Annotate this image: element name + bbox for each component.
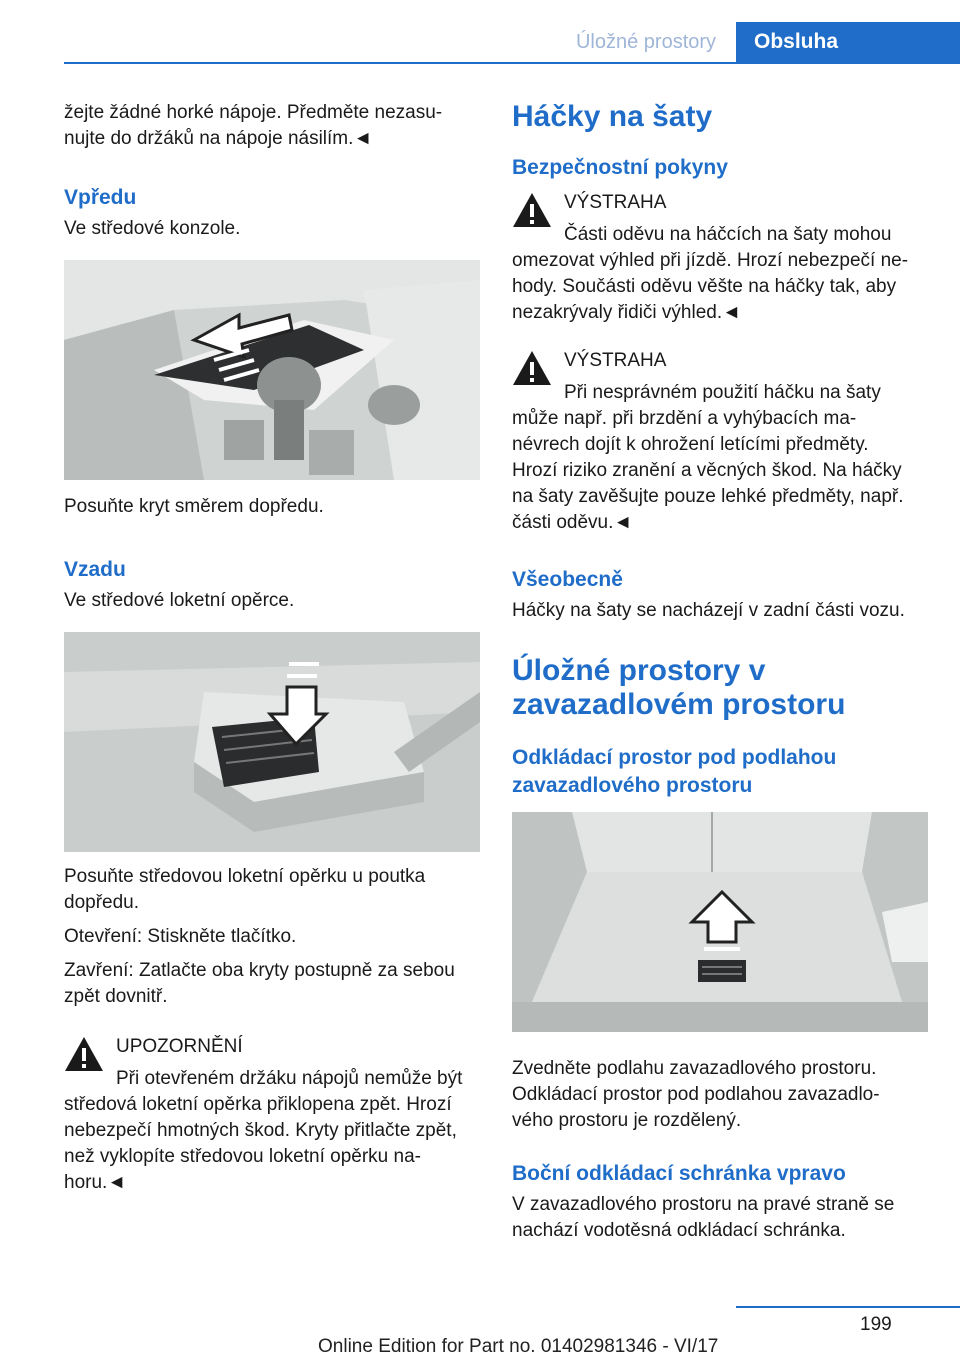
warning1-line-2: omezovat výhled při jízdě. Hrozí nebezpečí ne- [512, 250, 909, 271]
warning2-line-5: na šaty zavěšujte pouze lehké předměty, např. [512, 486, 904, 507]
warning-triangle-icon [512, 192, 552, 228]
hooks-heading: Háčky na šaty [512, 100, 713, 133]
notice-line-4: než vyklopíte středovou loketní opěrku na- [64, 1146, 421, 1167]
rear-caption-line-1: Posuňte středovou loketní opěrku u poutka [64, 866, 426, 887]
general-heading: Všeobecně [512, 568, 623, 591]
front-heading: Vpředu [64, 186, 137, 209]
rear-armrest-cupholder-image [64, 632, 480, 852]
notice-line-1: Při otevřeném držáku nápojů nemůže být [116, 1068, 463, 1089]
warning-block-2 [512, 348, 928, 536]
notice-line-3: nebezpečí hmotných škod. Kryty přitlačte zpět, [64, 1120, 457, 1141]
chapter-tab: Obsluha [736, 22, 960, 62]
close-text-line-2: zpět dovnitř. [64, 986, 168, 1007]
luggage-compartment-floor-image [512, 812, 928, 1032]
underfloor-line-2: Odkládací prostor pod podlahou zavazadlo- [512, 1084, 880, 1105]
close-text-line-1: Zavření: Zatlačte oba kryty postupně za sebou [64, 960, 455, 981]
left-column [64, 100, 480, 1196]
notice-line-5: horu.◄ [64, 1172, 127, 1193]
warning2-line-6: části oděvu.◄ [512, 512, 633, 533]
side-line-2: nachází vodotěsná odkládací schránka. [512, 1220, 846, 1241]
storage-heading-line-2: zavazadlovém prostoru [512, 688, 846, 721]
footer-rule [736, 1306, 960, 1308]
warning-block-1 [512, 190, 928, 326]
warning2-line-4: Hrozí riziko zranění a věcných škod. Na háčky [512, 460, 902, 481]
storage-heading-line-1: Úložné prostory v [512, 654, 766, 687]
rear-caption-line-2: dopředu. [64, 892, 140, 913]
header-rule [64, 62, 960, 64]
edition-note: Online Edition for Part no. 01402981346 - VI/17 [318, 1336, 719, 1357]
page-number: 199 [860, 1314, 892, 1335]
front-caption: Posuňte kryt směrem dopředu. [64, 496, 324, 517]
warning1-line-1: Části oděvu na háčcích na šaty mohou [564, 224, 892, 245]
right-column [512, 100, 928, 1244]
warning1-line-4: nezakrývaly řidiči výhled.◄ [512, 302, 741, 323]
underfloor-heading-line-2: zavazadlového prostoru [512, 774, 753, 797]
notice-title: UPOZORNĚNÍ [116, 1036, 243, 1057]
underfloor-heading-line-1: Odkládací prostor pod podlahou [512, 746, 837, 769]
center-console-cupholder-image [64, 260, 480, 480]
intro-line-1: žejte žádné horké nápoje. Předměte nezasu- [64, 102, 443, 123]
page-header [0, 0, 960, 62]
notice-block [64, 1034, 480, 1196]
rear-heading: Vzadu [64, 558, 126, 581]
underfloor-line-3: vého prostoru je rozdělený. [512, 1110, 742, 1131]
warning-triangle-icon [64, 1036, 104, 1072]
warning1-title: VÝSTRAHA [564, 192, 667, 213]
rear-text: Ve středové loketní opěrce. [64, 590, 295, 611]
side-line-1: V zavazadlového prostoru na pravé straně se [512, 1194, 895, 1215]
warning2-line-2: může např. při brzdění a vyhýbacích ma- [512, 408, 857, 429]
warning1-line-3: hody. Součásti oděvu věšte na háčky tak, aby [512, 276, 897, 297]
warning2-title: VÝSTRAHA [564, 350, 667, 371]
notice-line-2: středová loketní opěrka přiklopena zpět. Hrozí [64, 1094, 452, 1115]
warning2-line-3: névrech dojít k ohrožení letícími předměty. [512, 434, 869, 455]
side-heading: Boční odkládací schránka vpravo [512, 1162, 846, 1185]
open-text: Otevření: Stiskněte tlačítko. [64, 926, 297, 947]
front-text: Ve středové konzole. [64, 218, 241, 239]
warning-triangle-icon [512, 350, 552, 386]
section-tab: Úložné prostory [575, 31, 717, 53]
general-text: Háčky na šaty se nacházejí v zadní části vozu. [512, 600, 905, 621]
safety-heading: Bezpečnostní pokyny [512, 156, 728, 179]
underfloor-line-1: Zvedněte podlahu zavazadlového prostoru. [512, 1058, 877, 1079]
warning2-line-1: Při nesprávném použití háčku na šaty [564, 382, 881, 403]
intro-line-2: nujte do držáků na nápoje násilím.◄ [64, 128, 373, 149]
